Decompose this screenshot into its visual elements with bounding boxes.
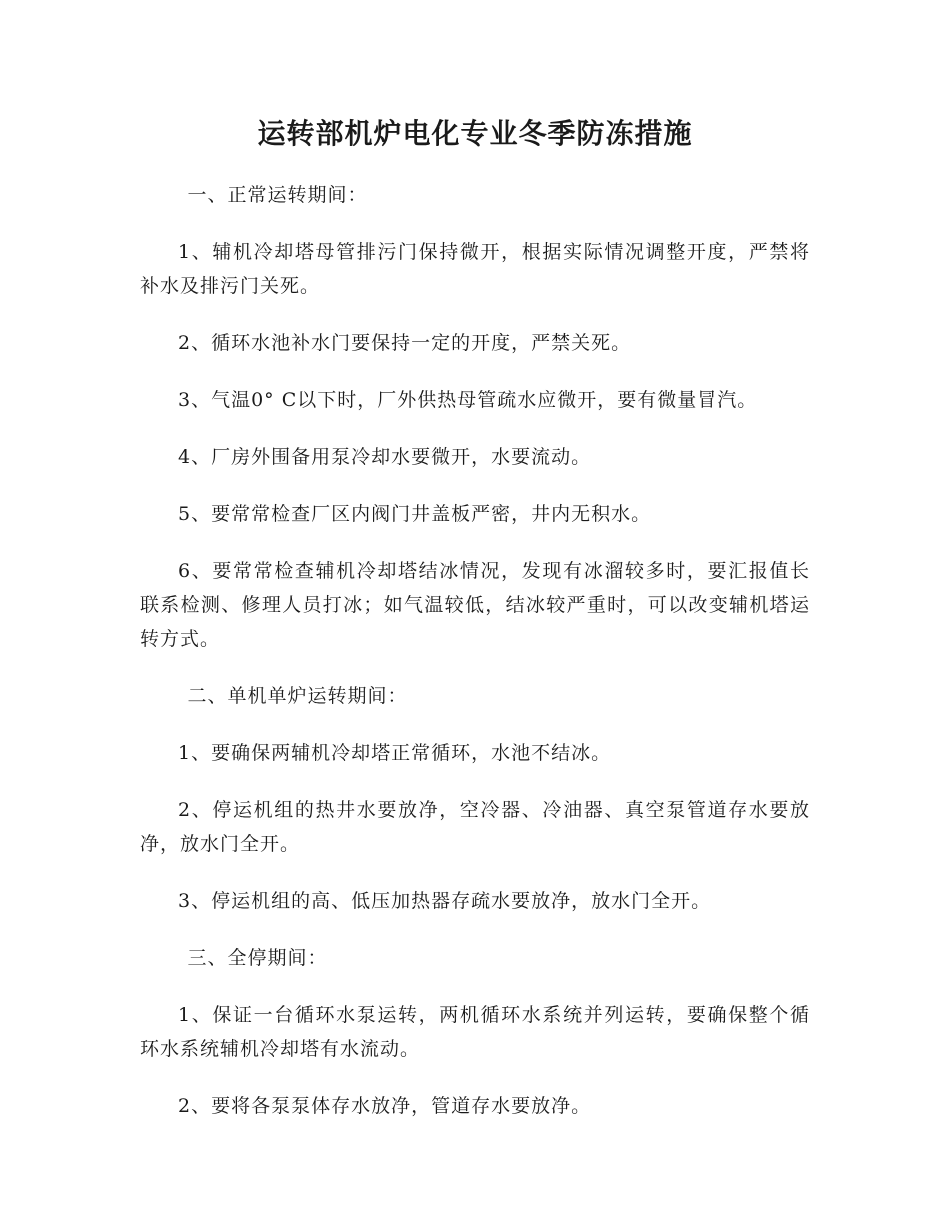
paragraph-item: 4、厂房外围备用泵冷却水要微开，水要流动。 bbox=[178, 446, 592, 468]
paragraph-item: 1、要确保两辅机冷却塔正常循环，水池不结冰。 bbox=[178, 742, 612, 764]
paragraph-item: 3、停运机组的高、低压加热器存疏水要放净，放水门全开。 bbox=[178, 890, 712, 912]
paragraph-item: 3、气温0° C以下时，厂外供热母管疏水应微开，要有微量冒汽。 bbox=[178, 389, 758, 411]
document-title: 运转部机炉电化专业冬季防冻措施 bbox=[257, 117, 693, 150]
section-heading-2: 二、单机单炉运转期间： bbox=[187, 685, 408, 707]
paragraph-item: 1、保证一台循环水泵运转，两机循环水系统并列运转，要确保整个循环水系统辅机冷却塔有水流动。 bbox=[140, 1004, 810, 1060]
document-page bbox=[140, 108, 810, 1146]
paragraph-item: 1、辅机冷却塔母管排污门保持微开，根据实际情况调整开度，严禁将补水及排污门关死。 bbox=[140, 241, 810, 297]
section-heading-3: 三、全停期间： bbox=[187, 947, 328, 969]
paragraph-item: 2、循环水池补水门要保持一定的开度，严禁关死。 bbox=[178, 332, 632, 354]
section-heading-1: 一、正常运转期间： bbox=[187, 184, 368, 206]
paragraph-item: 6、要常常检查辅机冷却塔结冰情况，发现有冰溜较多时，要汇报值长联系检测、修理人员打冰；如气温较低，结冰较严重时，可以改变辅机塔运转方式。 bbox=[140, 560, 810, 650]
paragraph-item: 5、要常常检查厂区内阀门井盖板严密，井内无积水。 bbox=[178, 503, 652, 525]
paragraph-item: 2、停运机组的热井水要放净，空冷器、冷油器、真空泵管道存水要放净，放水门全开。 bbox=[140, 799, 810, 855]
paragraph-item: 2、要将各泵泵体存水放净，管道存水要放净。 bbox=[178, 1095, 592, 1117]
